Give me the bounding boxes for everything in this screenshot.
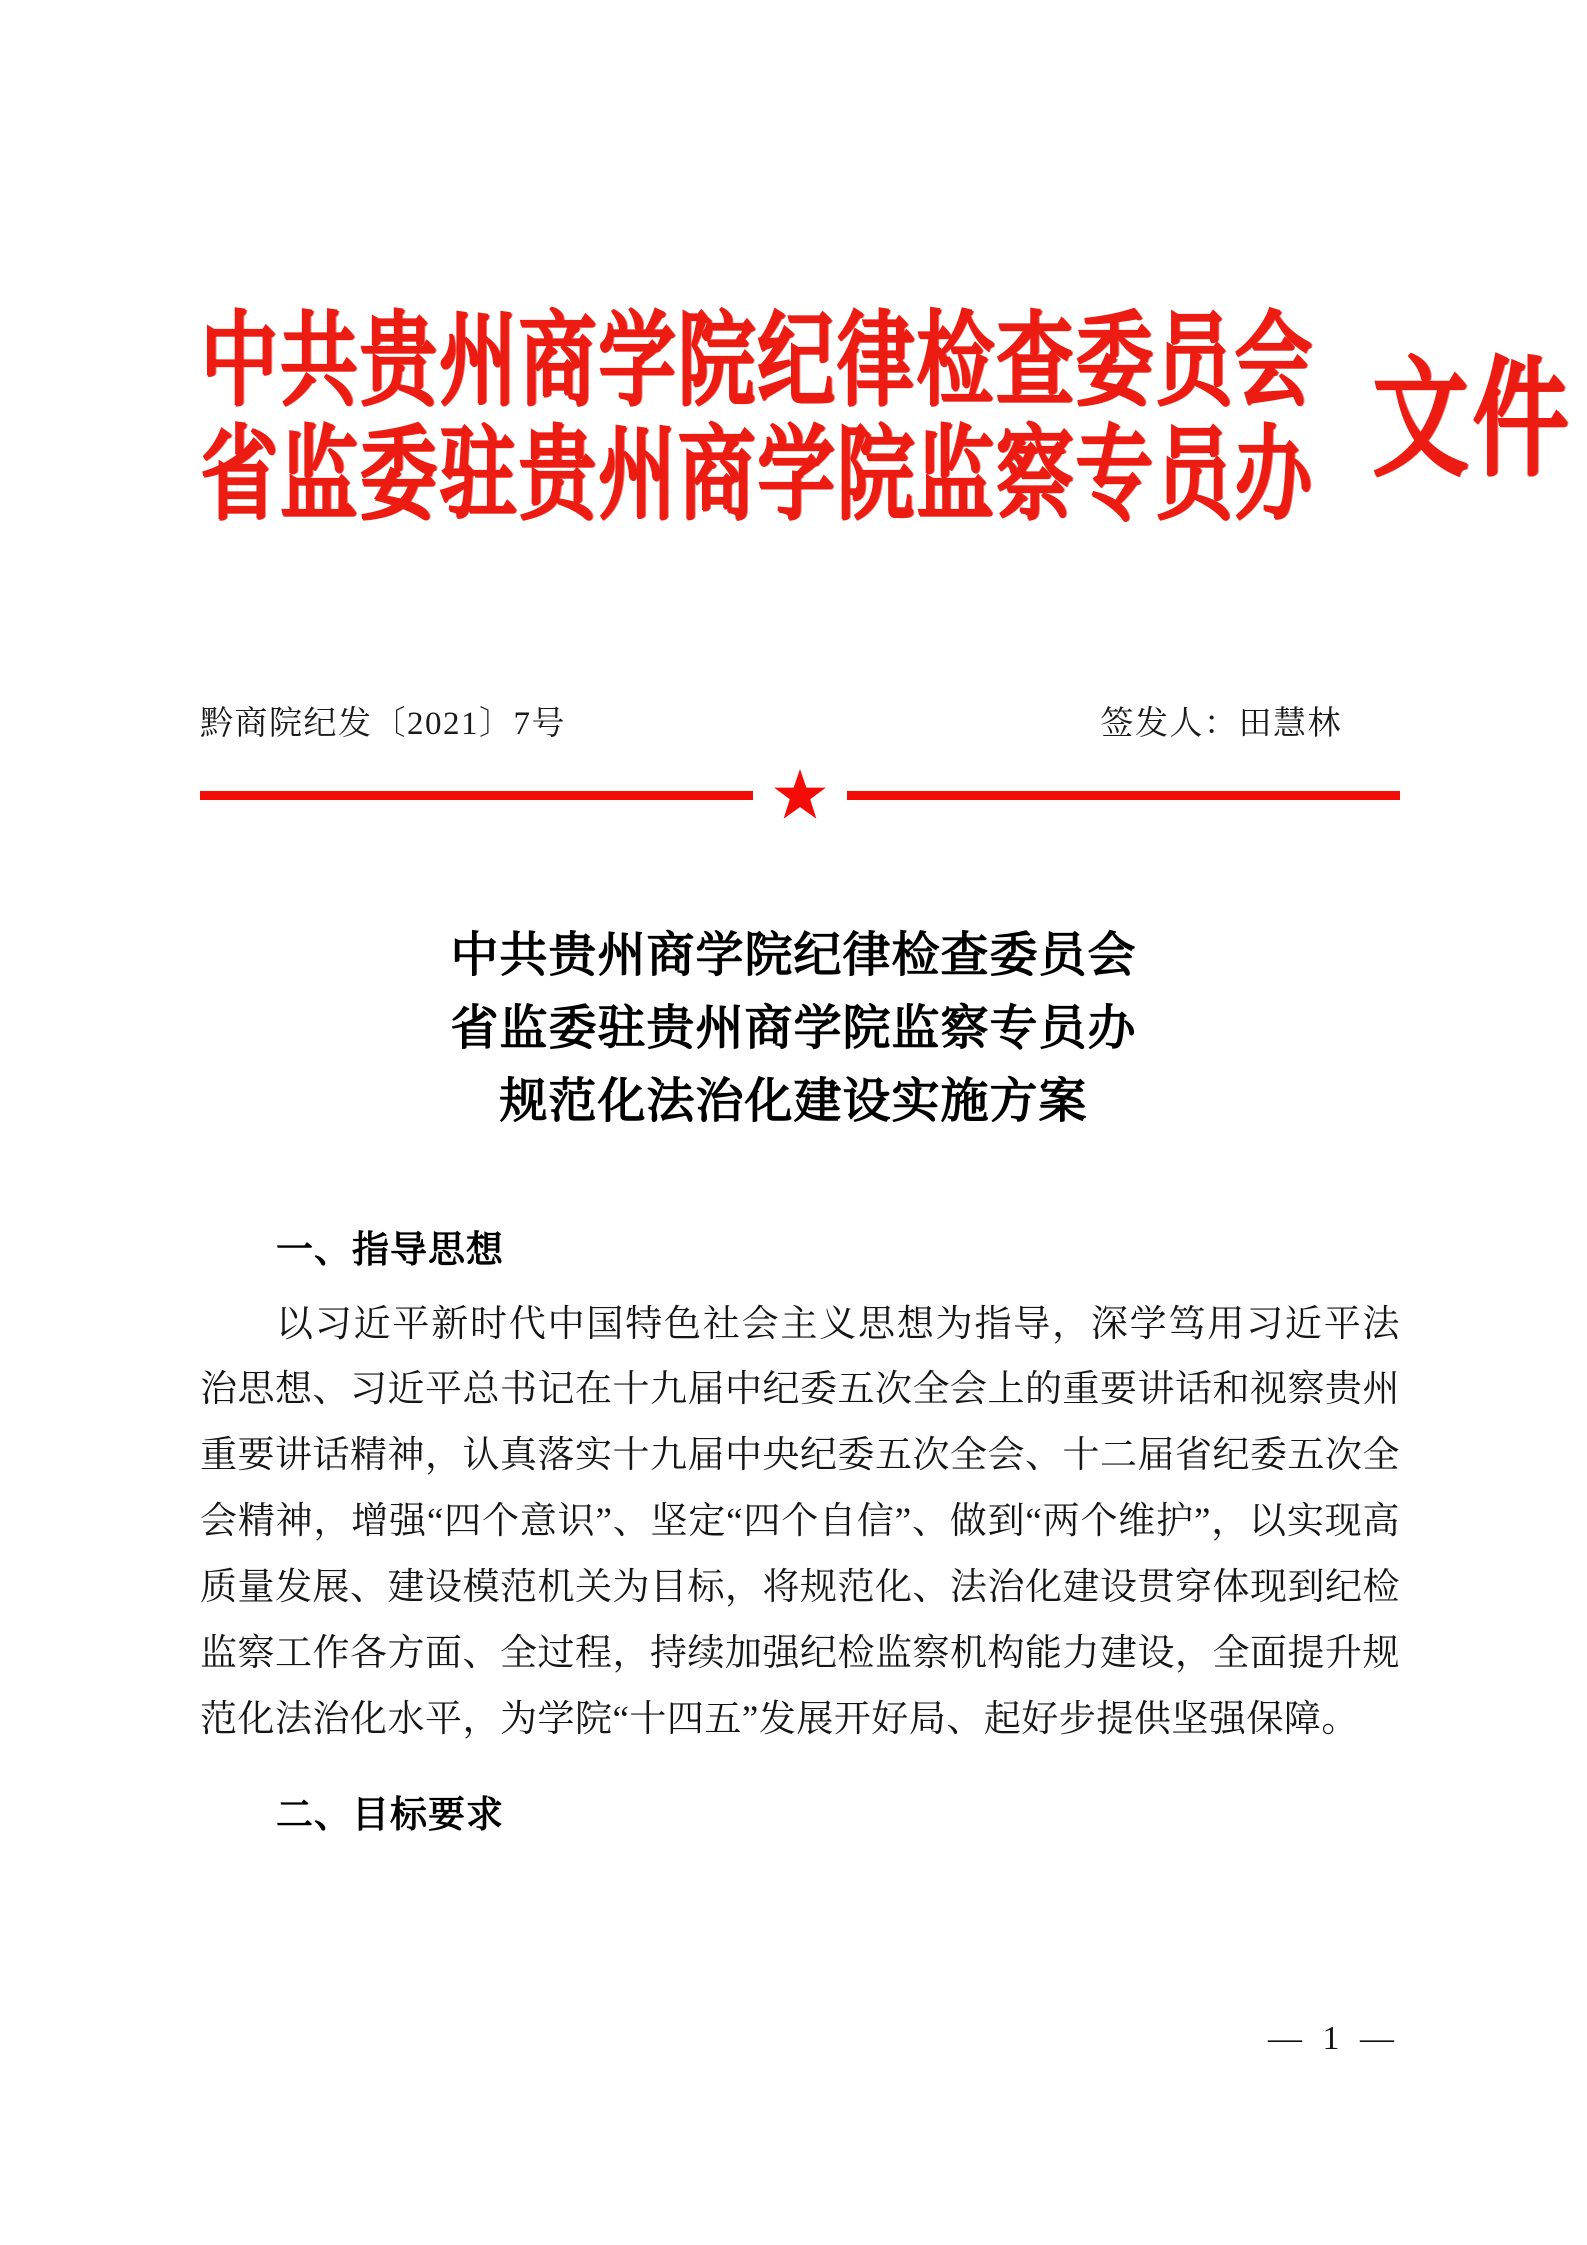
section-heading-goal-requirements: 二、目标要求 [276,1793,504,1835]
letterhead-org-line-1: 中共贵州商学院纪律检查委员会 [200,305,1314,419]
document-title-line-3: 规范化法治化建设实施方案 [499,1074,1088,1128]
letterhead-org-line-2: 省监委驻贵州商学院监察专员办 [200,419,1314,533]
document-signer: 签发人：田慧林 [1100,706,1342,742]
letterhead-banner [0,255,1587,585]
red-separator-rule [200,782,1400,808]
letterhead-organization-block [200,306,1348,533]
document-body [200,1222,1400,1856]
letterhead-document-word: 文件 [1372,347,1572,492]
document-number: 黔商院纪发〔2021〕7号 [200,706,566,742]
page-number: — 1 — [1268,2020,1400,2057]
section-heading-guiding-thought: 一、指导思想 [276,1229,504,1270]
document-title-line-2: 省监委驻贵州商学院监察专员办 [450,1001,1137,1055]
red-five-pointed-star-icon [773,768,827,822]
red-rule-right-segment [847,791,1400,800]
document-meta-row [200,697,1400,744]
section-paragraph-guiding-thought: 以习近平新时代中国特色社会主义思想为指导，深学笃用习近平法治思想、习近平总书记在十九届中纪委五次全会上的重要讲话和视察贵州重要讲话精神，认真落实十九届中央纪委五次全会、十二届省纪委五次全会精神，增强“四个意识”、坚定“四个自信”、做到“两个维护”，以实现高质量发展、建设模范机关为目标，将规范化、法治化建设贯穿体现到纪检监察工作各方面、全过程，持续加强纪检监察机构能力建设，全面提升规范化法治化水平，为学院“十四五”发展开好局、起好步提供坚强保障。 [200,1303,1400,1740]
document-title [0,920,1587,1139]
body-spacer [200,1771,1400,1787]
red-rule-left-segment [200,791,753,800]
document-title-line-1: 中共贵州商学院纪律检查委员会 [450,929,1137,982]
